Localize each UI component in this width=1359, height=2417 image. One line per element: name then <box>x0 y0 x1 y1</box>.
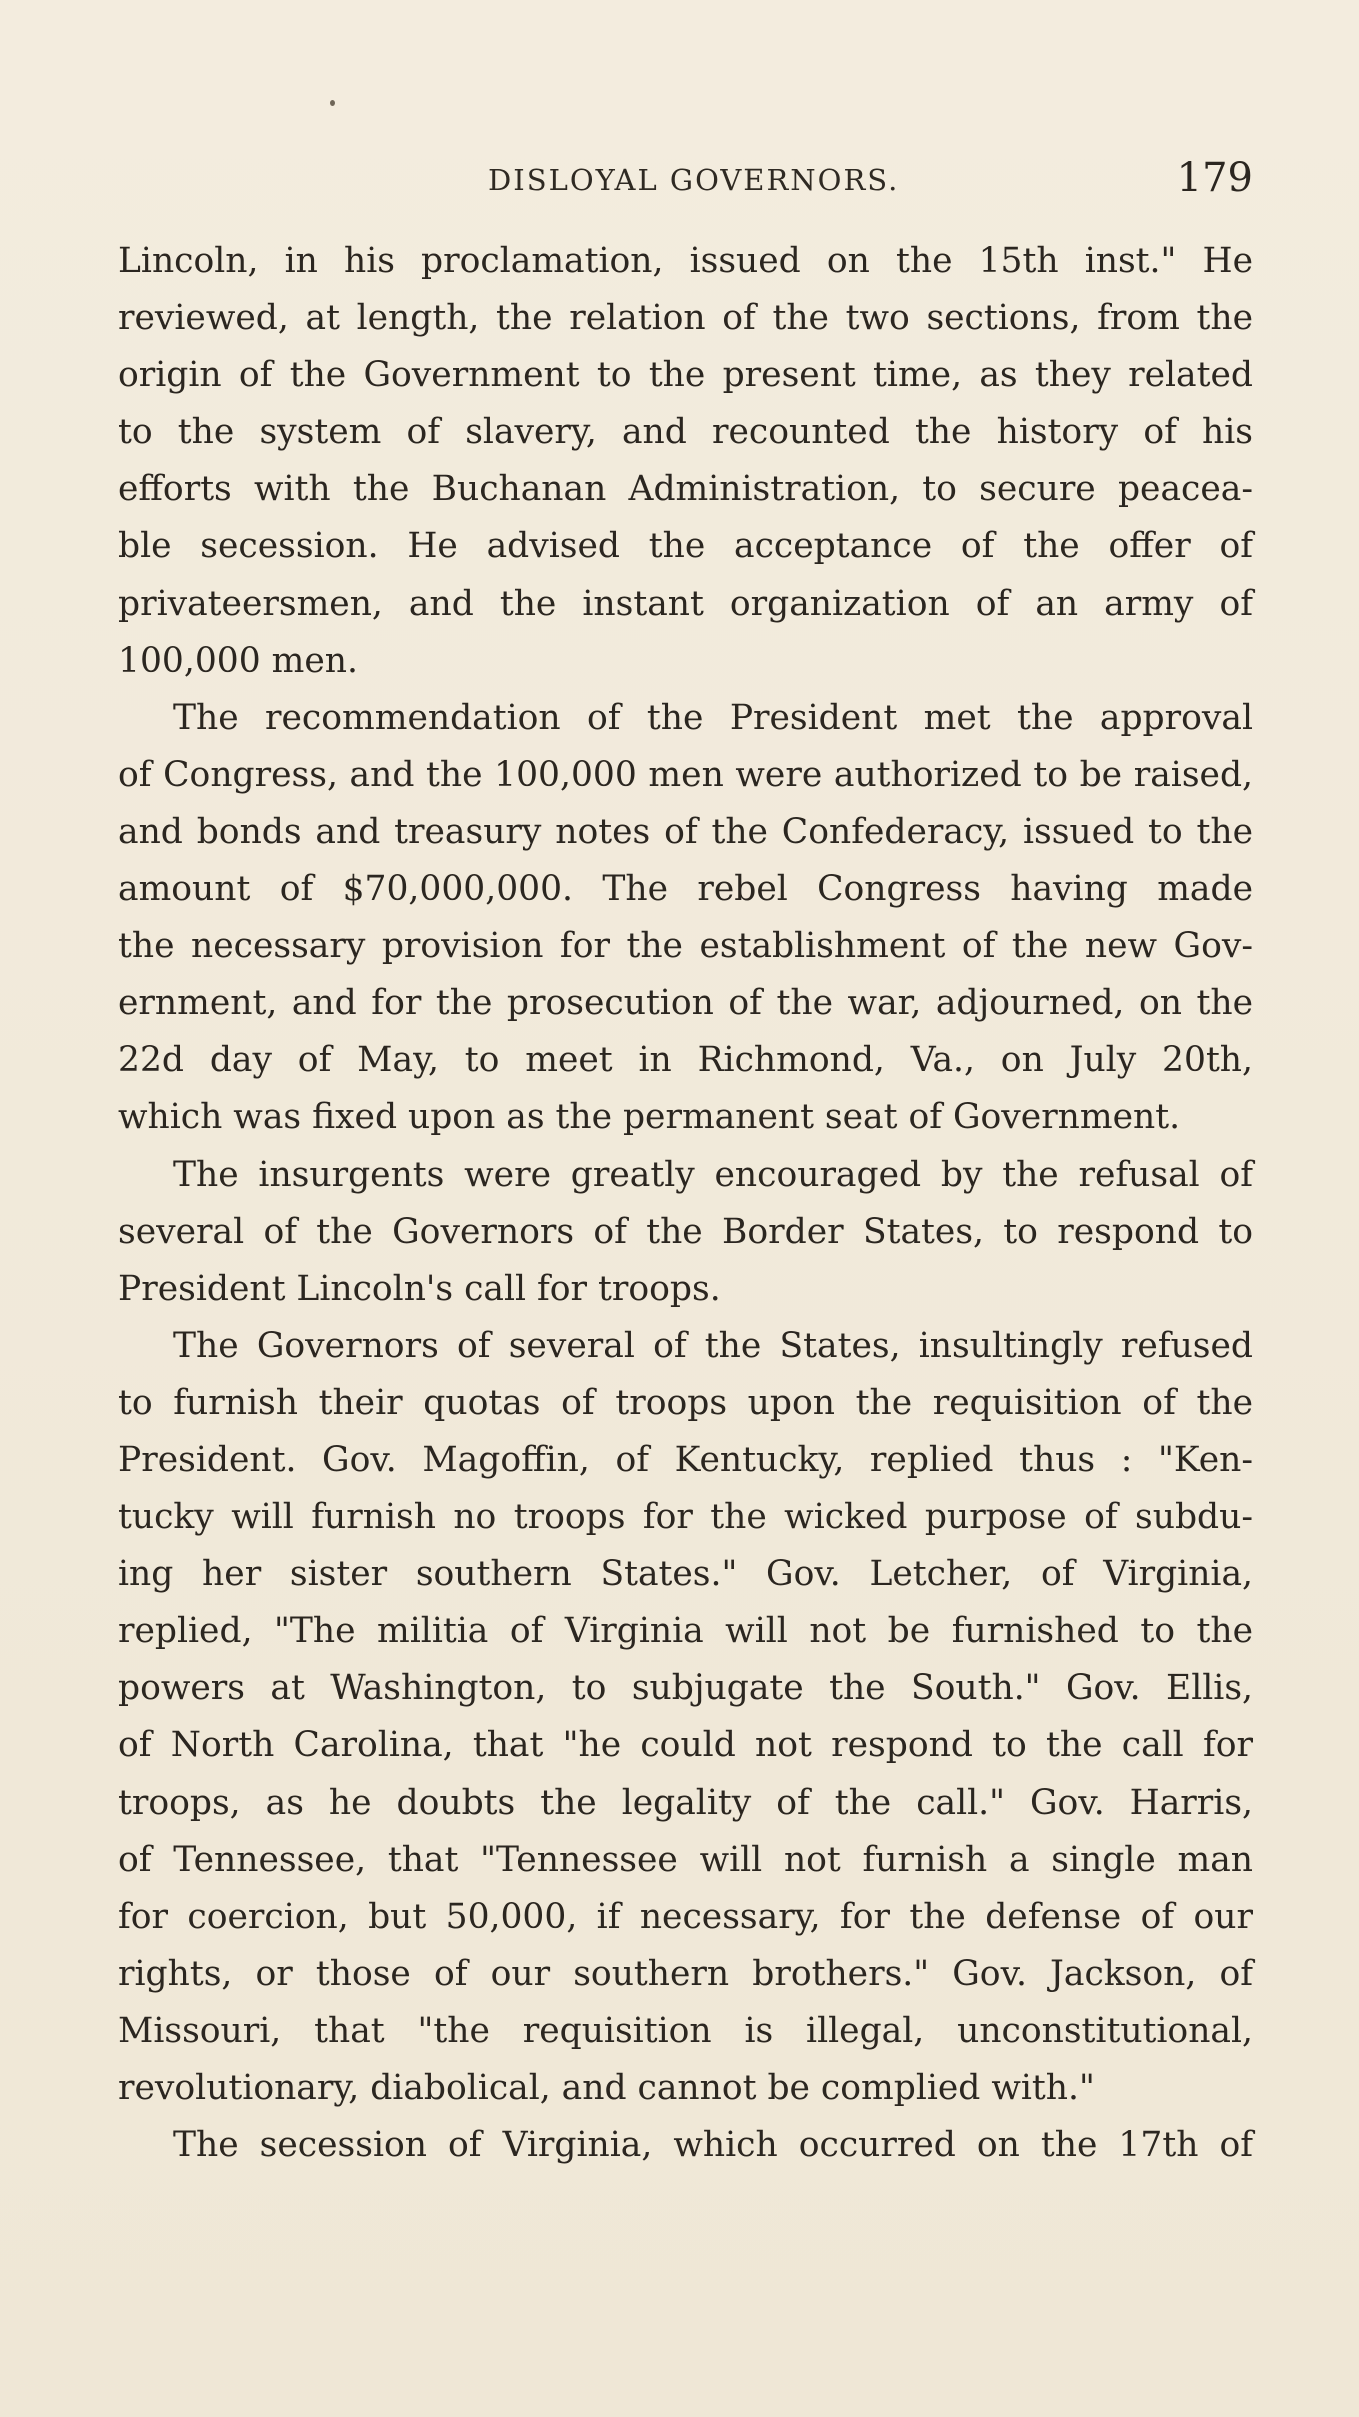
text-line: several of the Governors of the Border States, to respond to <box>118 1211 1253 1252</box>
text-line: to furnish their quotas of troops upon the requisition of the <box>118 1382 1253 1423</box>
text-line: President. Gov. Magoffin, of Kentucky, replied thus : "Ken- <box>118 1439 1253 1480</box>
page-header <box>118 155 1253 205</box>
text-line: replied, "The militia of Virginia will not be furnished to the <box>118 1611 1253 1652</box>
text-line: The recommendation of the President met the approval <box>173 697 1253 738</box>
text-line: origin of the Government to the present time, as they related <box>118 355 1253 396</box>
text-line: Missouri, that "the requisition is illegal, unconstitutional, <box>118 2010 1253 2051</box>
text-line: powers at Washington, to subjugate the South." Gov. Ellis, <box>118 1668 1253 1709</box>
running-title: DISLOYAL GOVERNORS. <box>488 163 900 197</box>
text-line: which was fixed upon as the permanent seat of Government. <box>118 1097 1181 1138</box>
text-line: of Tennessee, that "Tennessee will not furnish a single man <box>118 1839 1253 1880</box>
text-line: tucky will furnish no troops for the wicked purpose of subdu- <box>118 1497 1253 1538</box>
text-line: troops, as he doubts the legality of the call." Gov. Harris, <box>118 1782 1253 1823</box>
text-line: privateersmen, and the instant organization of an army of <box>118 583 1253 624</box>
text-line: The insurgents were greatly encouraged by the refusal of <box>173 1154 1253 1195</box>
text-line: rights, or those of our southern brothers." Gov. Jackson, of <box>118 1953 1253 1994</box>
text-line: of Congress, and the 100,000 men were authorized to be raised, <box>118 754 1253 795</box>
text-line: ernment, and for the prosecution of the war, adjourned, on the <box>118 983 1253 1024</box>
text-line: to the system of slavery, and recounted the history of his <box>118 412 1253 453</box>
ink-speck <box>330 100 335 106</box>
text-line: President Lincoln's call for troops. <box>118 1268 721 1309</box>
text-line: The secession of Virginia, which occurred on the 17th of <box>173 2125 1253 2166</box>
text-line: revolutionary, diabolical, and cannot be complied with." <box>118 2068 1095 2108</box>
text-line: The Governors of several of the States, insultingly refused <box>173 1325 1253 1366</box>
text-line: efforts with the Buchanan Administration, to secure peacea- <box>118 469 1253 510</box>
text-line: for coercion, but 50,000, if necessary, for the defense of our <box>118 1896 1253 1937</box>
text-line: 100,000 men. <box>118 640 358 681</box>
text-line: reviewed, at length, the relation of the two sections, from the <box>118 298 1253 339</box>
text-line: and bonds and treasury notes of the Confederacy, issued to the <box>118 811 1253 852</box>
text-line: 22d day of May, to meet in Richmond, Va., on July 20th, <box>118 1040 1253 1081</box>
text-line: ing her sister southern States." Gov. Letcher, of Virginia, <box>118 1554 1253 1595</box>
text-line: Lincoln, in his proclamation, issued on the 15th inst." He <box>118 241 1253 281</box>
text-line: ble secession. He advised the acceptance of the offer of <box>118 526 1253 567</box>
text-line: the necessary provision for the establishment of the new Gov- <box>118 926 1253 967</box>
text-line: amount of $70,000,000. The rebel Congress having made <box>118 869 1253 910</box>
text-line: of North Carolina, that "he could not respond to the call for <box>118 1725 1253 1766</box>
page-number: 179 <box>1176 155 1253 201</box>
body-text <box>118 233 1253 2174</box>
